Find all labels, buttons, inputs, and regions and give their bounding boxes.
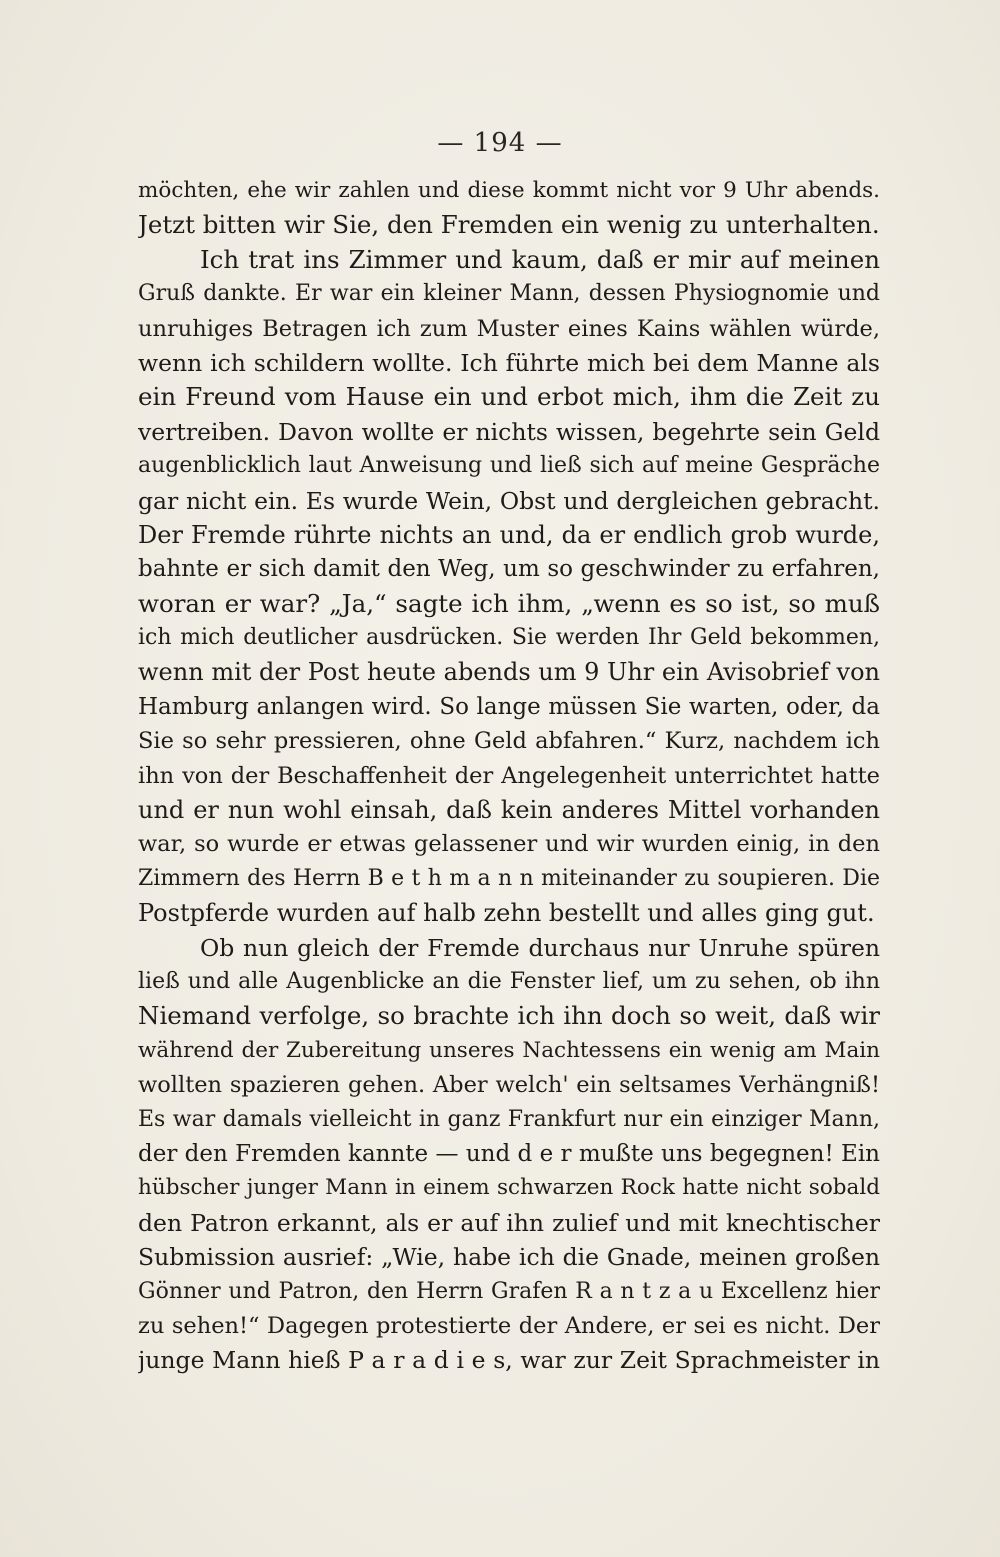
text-line: Gönner und Patron, den Herrn Grafen R a n t z a u Excellenz hier	[138, 1278, 880, 1304]
text-line: wenn mit der Post heute abends um 9 Uhr ein Avisobrief von	[138, 658, 880, 687]
body-text	[138, 174, 880, 1378]
text-line: der den Fremden kannte — und d e r mußte uns begegnen! Ein	[138, 1140, 880, 1167]
text-line: ihn von der Beschaffenheit der Angelegenheit unterrichtet hatte	[138, 762, 880, 789]
text-line: war, so wurde er etwas gelassener und wir wurden einig, in den	[138, 831, 880, 858]
text-line: augenblicklich laut Anweisung und ließ sich auf meine Gespräche	[138, 453, 880, 479]
text-line: Ob nun gleich der Fremde durchaus nur Unruhe spüren	[200, 933, 880, 962]
text-line: junge Mann hieß P a r a d i e s, war zur Zeit Sprachmeister in	[138, 1346, 880, 1375]
text-line: gar nicht ein. Es wurde Wein, Obst und dergleichen gebracht.	[138, 486, 880, 515]
text-line: ließ und alle Augenblicke an die Fenster lief, um zu sehen, ob ihn	[138, 968, 880, 994]
text-line: Zimmern des Herrn B e t h m a n n miteinander zu soupieren. Die	[138, 865, 880, 891]
text-line: bahnte er sich damit den Weg, um so geschwinder zu erfahren,	[138, 556, 880, 583]
text-line: Niemand verfolge, so brachte ich ihn doch so weit, daß wir	[138, 1001, 880, 1031]
text-line: Es war damals vielleicht in ganz Frankfurt nur ein einziger Mann,	[138, 1106, 880, 1132]
text-line: ein Freund vom Hause ein und erbot mich, ihm die Zeit zu	[138, 382, 880, 412]
text-line: wenn ich schildern wollte. Ich führte mich bei dem Manne als	[138, 348, 880, 377]
page-number: — 194 —	[437, 128, 563, 158]
text-line: unruhiges Betragen ich zum Muster eines Kains wählen würde,	[138, 315, 880, 342]
text-line: den Patron erkannt, als er auf ihn zulief und mit knechtischer	[138, 1208, 880, 1237]
text-line: zu sehen!“ Dagegen protestierte der Andere, er sei es nicht. Der	[138, 1312, 880, 1339]
text-line: Hamburg anlangen wird. So lange müssen Sie warten, oder, da	[138, 693, 880, 720]
text-line: Gruß dankte. Er war ein kleiner Mann, dessen Physiognomie und	[138, 281, 880, 307]
text-line: vertreiben. Davon wollte er nichts wissen, begehrte sein Geld	[138, 417, 880, 446]
text-line: während der Zubereitung unseres Nachtessens ein wenig am Main	[138, 1037, 880, 1063]
text-line: Der Fremde rührte nichts an und, da er endlich grob wurde,	[138, 520, 880, 549]
text-line: woran er war? „Ja,“ sagte ich ihm, „wenn es so ist, so muß	[138, 588, 880, 618]
text-line: und er nun wohl einsah, daß kein anderes Mittel vorhanden	[138, 796, 880, 825]
text-line: Submission ausrief: „Wie, habe ich die Gnade, meinen großen	[138, 1243, 880, 1272]
text-line: Sie so sehr pressieren, ohne Geld abfahren.“ Kurz, nachdem ich	[138, 728, 880, 755]
text-line: wollten spazieren gehen. Aber welch' ein seltsames Verhängniß!	[138, 1072, 880, 1099]
text-line: ich mich deutlicher ausdrücken. Sie werden Ihr Geld bekommen,	[138, 625, 880, 651]
text-line: Jetzt bitten wir Sie, den Fremden ein wenig zu unterhalten.	[138, 210, 880, 240]
text-line: Ich trat ins Zimmer und kaum, daß er mir auf meinen	[200, 244, 880, 274]
text-line: hübscher junger Mann in einem schwarzen Rock hatte nicht sobald	[138, 1175, 880, 1201]
text-line: möchten, ehe wir zahlen und diese kommt nicht vor 9 Uhr abends.	[138, 178, 880, 203]
text-line: Postpferde wurden auf halb zehn bestellt und alles ging gut.	[138, 899, 875, 928]
